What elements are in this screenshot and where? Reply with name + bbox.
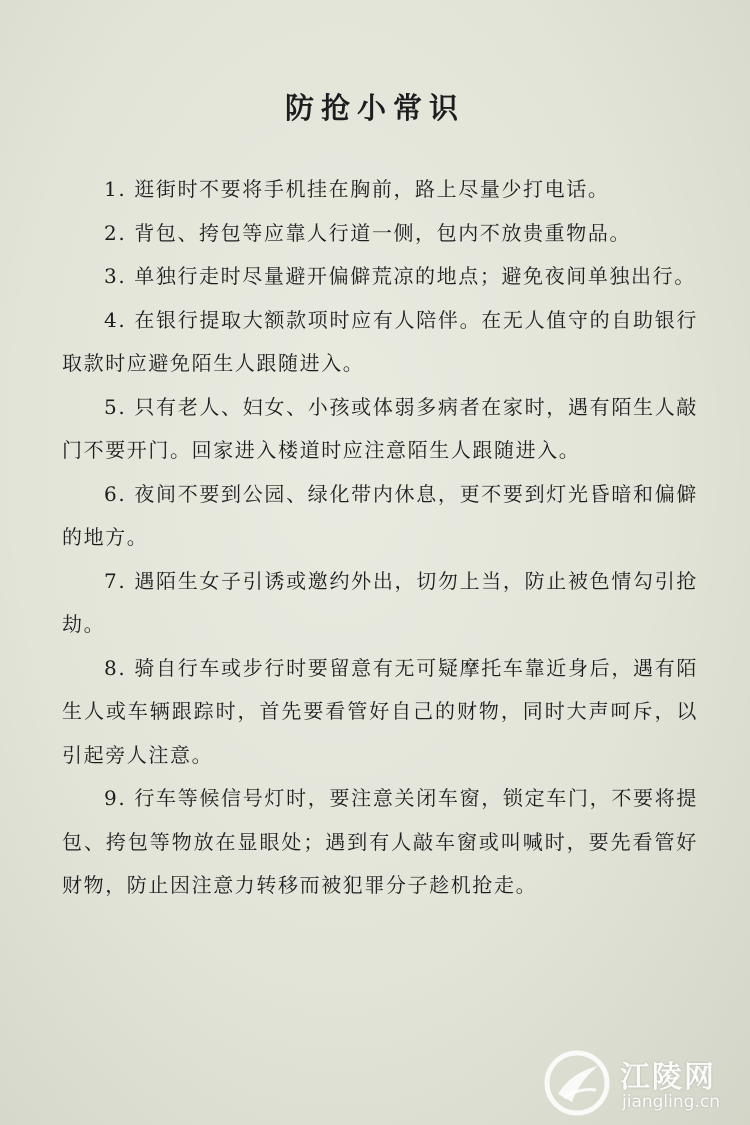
document-title: 防抢小常识: [284, 91, 465, 125]
tip-item: 5. 只有老人、妇女、小孩或体弱多病者在家时，遇有陌生人敲门不要开门。回家进入楼道时应注意陌生人跟随进入。: [62, 394, 698, 462]
watermark-name: 江陵网: [620, 1060, 716, 1095]
watermark-url: jiangling.cn: [622, 1092, 720, 1112]
tip-item: 6. 夜间不要到公园、绿化带内休息，更不要到灯光昏暗和偏僻的地方。: [62, 481, 698, 549]
tip-item: 7. 遇陌生女子引诱或邀约外出，切勿上当，防止被色情勾引抢劫。: [62, 568, 698, 636]
jiangling-logo-icon: [542, 1048, 612, 1118]
tip-item: 4. 在银行提取大额款项时应有人陪伴。在无人值守的自助银行取款时应避免陌生人跟随进入。: [62, 307, 698, 375]
tip-item: 2. 背包、挎包等应靠人行道一侧，包内不放贵重物品。: [104, 220, 632, 245]
tip-item: 9. 行车等候信号灯时，要注意关闭车窗，锁定车门，不要将提包、挎包等物放在显眼处；遇到有人敲车窗或叫喊时，要先看管好财物，防止因注意力转移而被犯罪分子趁机抢走。: [62, 786, 698, 897]
tips-list: [62, 168, 698, 908]
tip-item: 3. 单独行走时尽量避开偏僻荒凉的地点；避免夜间单独出行。: [104, 264, 696, 288]
site-watermark: [542, 1046, 742, 1121]
tip-item: 1. 逛街时不要将手机挂在胸前，路上尽量少打电话。: [104, 177, 610, 201]
tip-item: 8. 骑自行车或步行时要留意有无可疑摩托车靠近身后，遇有陌生人或车辆跟踪时，首先要看管好自己的财物，同时大声呵斥，以引起旁人注意。: [62, 655, 698, 767]
